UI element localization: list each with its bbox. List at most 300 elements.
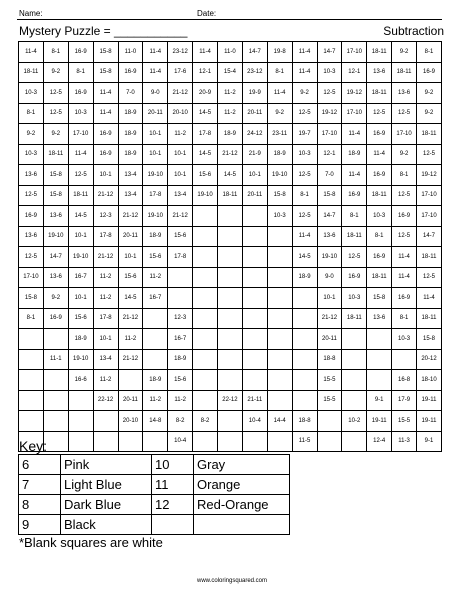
- grid-cell: [68, 431, 93, 452]
- grid-cell: 18-9: [292, 267, 317, 288]
- grid-cell: 18-11: [367, 83, 392, 104]
- grid-cell: [342, 370, 367, 391]
- grid-cell: 15-6: [143, 247, 168, 268]
- grid-cell: 11-2: [218, 83, 243, 104]
- grid-row: [19, 206, 442, 227]
- grid-cell: 18-11: [342, 308, 367, 329]
- grid-cell: 15-5: [317, 370, 342, 391]
- grid-cell: 9-2: [392, 144, 417, 165]
- key-row: [19, 495, 290, 515]
- grid-cell: 15-8: [317, 185, 342, 206]
- color-key: [18, 454, 290, 535]
- grid-cell: 12-5: [317, 83, 342, 104]
- grid-cell: 10-4: [168, 431, 193, 452]
- grid-cell: [267, 390, 292, 411]
- grid-cell: 15-6: [68, 308, 93, 329]
- grid-cell: 17-9: [392, 390, 417, 411]
- grid-cell: 12-5: [417, 144, 442, 165]
- grid-cell: [193, 390, 218, 411]
- grid-cell: 11-2: [118, 329, 143, 350]
- grid-cell: 18-11: [392, 62, 417, 83]
- grid-cell: 12-5: [417, 267, 442, 288]
- grid-row: [19, 144, 442, 165]
- grid-cell: [292, 370, 317, 391]
- grid-cell: 11-2: [93, 370, 118, 391]
- grid-cell: 10-3: [19, 144, 44, 165]
- grid-cell: [267, 370, 292, 391]
- grid-cell: 23-12: [242, 62, 267, 83]
- grid-cell: 11-4: [292, 226, 317, 247]
- grid-cell: [317, 411, 342, 432]
- grid-cell: 11-4: [292, 42, 317, 63]
- grid-cell: 21-12: [118, 206, 143, 227]
- grid-cell: 9-2: [392, 42, 417, 63]
- grid-cell: [218, 431, 243, 452]
- grid-cell: [342, 349, 367, 370]
- grid-cell: 16-9: [68, 42, 93, 63]
- grid-cell: 10-3: [292, 144, 317, 165]
- grid-cell: 13-6: [43, 267, 68, 288]
- key-color: Dark Blue: [61, 495, 152, 515]
- grid-cell: 16-9: [367, 247, 392, 268]
- grid-cell: [218, 370, 243, 391]
- grid-cell: 18-9: [143, 370, 168, 391]
- name-date-rule: [17, 19, 442, 20]
- grid-cell: 18-11: [342, 226, 367, 247]
- grid-cell: 12-5: [19, 185, 44, 206]
- grid-cell: 14-5: [193, 144, 218, 165]
- grid-cell: [242, 267, 267, 288]
- grid-cell: 16-6: [68, 370, 93, 391]
- grid-cell: 21-12: [317, 308, 342, 329]
- grid-cell: [193, 431, 218, 452]
- grid-cell: 9-2: [267, 103, 292, 124]
- grid-cell: [43, 390, 68, 411]
- grid-cell: [193, 288, 218, 309]
- grid-cell: 14-7: [417, 226, 442, 247]
- grid-cell: 21-9: [242, 144, 267, 165]
- grid-cell: 11-2: [168, 390, 193, 411]
- grid-cell: 8-1: [392, 308, 417, 329]
- grid-cell: [267, 329, 292, 350]
- grid-cell: 13-6: [367, 308, 392, 329]
- grid-cell: 19-10: [193, 185, 218, 206]
- grid-cell: 10-1: [68, 226, 93, 247]
- grid-cell: 19-11: [417, 390, 442, 411]
- grid-cell: 19-12: [417, 165, 442, 186]
- grid-cell: 19-7: [292, 124, 317, 145]
- grid-cell: [143, 349, 168, 370]
- grid-cell: 12-5: [292, 165, 317, 186]
- key-color: Pink: [61, 455, 152, 475]
- grid-cell: [292, 288, 317, 309]
- grid-cell: [267, 349, 292, 370]
- grid-cell: 16-7: [68, 267, 93, 288]
- grid-row: [19, 62, 442, 83]
- key-color: Orange: [194, 475, 290, 495]
- grid-cell: 21-12: [118, 308, 143, 329]
- grid-cell: 8-1: [292, 185, 317, 206]
- grid-cell: 15-6: [168, 226, 193, 247]
- grid-cell: 14-5: [118, 288, 143, 309]
- grid-cell: 17-8: [168, 247, 193, 268]
- grid-cell: 18-11: [367, 42, 392, 63]
- grid-cell: 11-4: [93, 103, 118, 124]
- grid-cell: 10-1: [168, 144, 193, 165]
- grid-row: [19, 288, 442, 309]
- grid-cell: 13-6: [392, 83, 417, 104]
- grid-cell: 12-5: [43, 103, 68, 124]
- grid-cell: 10-3: [19, 83, 44, 104]
- grid-cell: 13-4: [168, 185, 193, 206]
- grid-cell: 16-9: [93, 124, 118, 145]
- grid-cell: 14-8: [143, 411, 168, 432]
- grid-cell: 20-11: [242, 185, 267, 206]
- grid-cell: 17-8: [143, 185, 168, 206]
- grid-cell: 12-3: [168, 308, 193, 329]
- grid-cell: 15-8: [367, 288, 392, 309]
- grid-cell: 16-8: [392, 370, 417, 391]
- grid-cell: [218, 411, 243, 432]
- grid-cell: [242, 308, 267, 329]
- grid-cell: 11-4: [93, 83, 118, 104]
- key-number: 6: [19, 455, 61, 475]
- grid-cell: 20-10: [168, 103, 193, 124]
- grid-cell: 16-9: [43, 308, 68, 329]
- key-row: [19, 515, 290, 535]
- key-number: 12: [152, 495, 194, 515]
- grid-cell: 14-5: [68, 206, 93, 227]
- grid-cell: 17-8: [93, 226, 118, 247]
- puzzle-subject: Subtraction: [383, 24, 444, 38]
- grid-cell: 15-8: [19, 288, 44, 309]
- grid-cell: 18-11: [43, 144, 68, 165]
- grid-cell: 18-9: [118, 144, 143, 165]
- grid-cell: [193, 247, 218, 268]
- grid-cell: 10-4: [242, 411, 267, 432]
- grid-cell: 13-6: [317, 226, 342, 247]
- grid-cell: 10-3: [342, 288, 367, 309]
- grid-cell: 8-1: [19, 308, 44, 329]
- grid-cell: 8-1: [267, 62, 292, 83]
- grid-cell: 18-9: [118, 124, 143, 145]
- grid-cell: 10-1: [168, 165, 193, 186]
- grid-cell: 13-6: [19, 165, 44, 186]
- grid-cell: [218, 329, 243, 350]
- grid-cell: 21-12: [118, 349, 143, 370]
- grid-cell: 11-0: [118, 42, 143, 63]
- grid-cell: 8-1: [417, 42, 442, 63]
- grid-row: [19, 124, 442, 145]
- grid-cell: 12-3: [93, 206, 118, 227]
- grid-cell: 12-5: [367, 103, 392, 124]
- grid-cell: 23-12: [168, 42, 193, 63]
- key-row: [19, 475, 290, 495]
- grid-cell: 20-10: [118, 411, 143, 432]
- puzzle-grid: [18, 41, 442, 452]
- grid-cell: [267, 247, 292, 268]
- grid-cell: 19-8: [267, 42, 292, 63]
- grid-cell: 13-4: [118, 165, 143, 186]
- grid-cell: 16-9: [367, 124, 392, 145]
- grid-cell: 15-5: [392, 411, 417, 432]
- grid-cell: 18-11: [367, 185, 392, 206]
- grid-cell: 14-4: [267, 411, 292, 432]
- grid-cell: 19-11: [417, 411, 442, 432]
- key-number: 10: [152, 455, 194, 475]
- grid-row: [19, 308, 442, 329]
- grid-cell: 9-2: [43, 288, 68, 309]
- grid-cell: [342, 329, 367, 350]
- grid-cell: 18-9: [143, 226, 168, 247]
- grid-cell: 19-10: [317, 247, 342, 268]
- grid-cell: [193, 349, 218, 370]
- grid-row: [19, 42, 442, 63]
- grid-cell: 12-5: [392, 103, 417, 124]
- grid-cell: [93, 431, 118, 452]
- grid-cell: 18-11: [19, 62, 44, 83]
- grid-cell: 15-8: [43, 185, 68, 206]
- grid-row: [19, 431, 442, 452]
- grid-cell: 14-7: [43, 247, 68, 268]
- title-row: [19, 24, 444, 40]
- grid-cell: 12-5: [43, 83, 68, 104]
- grid-cell: 8-1: [342, 206, 367, 227]
- grid-cell: [168, 267, 193, 288]
- grid-cell: [292, 390, 317, 411]
- key-number: 11: [152, 475, 194, 495]
- name-label: Name:: [19, 9, 43, 18]
- grid-cell: 17-10: [342, 42, 367, 63]
- grid-cell: 18-9: [118, 103, 143, 124]
- grid-cell: 17-10: [68, 124, 93, 145]
- grid-cell: 14-5: [292, 247, 317, 268]
- footer-url: www.coloringsquared.com: [196, 578, 268, 584]
- grid-cell: 12-4: [367, 431, 392, 452]
- grid-cell: [367, 349, 392, 370]
- grid-cell: 18-10: [417, 370, 442, 391]
- grid-cell: 20-11: [317, 329, 342, 350]
- grid-cell: 14-5: [218, 165, 243, 186]
- grid-cell: 19-12: [342, 83, 367, 104]
- grid-cell: 19-10: [68, 349, 93, 370]
- grid-cell: [168, 288, 193, 309]
- blank-note: *Blank squares are white: [19, 535, 163, 550]
- grid-cell: 8-1: [19, 103, 44, 124]
- grid-cell: [19, 390, 44, 411]
- grid-cell: 21-12: [93, 247, 118, 268]
- grid-cell: 17-8: [93, 308, 118, 329]
- grid-cell: 21-11: [242, 390, 267, 411]
- grid-cell: 16-9: [367, 165, 392, 186]
- grid-cell: 10-1: [118, 247, 143, 268]
- key-number: 7: [19, 475, 61, 495]
- grid-cell: [242, 370, 267, 391]
- grid-cell: [242, 206, 267, 227]
- grid-cell: [242, 288, 267, 309]
- grid-cell: 11-4: [68, 144, 93, 165]
- grid-cell: 16-7: [168, 329, 193, 350]
- grid-cell: 8-2: [168, 411, 193, 432]
- grid-cell: 16-9: [392, 206, 417, 227]
- key-number: [152, 515, 194, 535]
- grid-cell: [218, 247, 243, 268]
- grid-cell: [193, 267, 218, 288]
- name-date-line: [17, 8, 442, 20]
- key-number: 9: [19, 515, 61, 535]
- grid-cell: 12-1: [193, 62, 218, 83]
- grid-row: [19, 329, 442, 350]
- grid-cell: 17-10: [317, 124, 342, 145]
- key-color: Red-Orange: [194, 495, 290, 515]
- grid-cell: [342, 390, 367, 411]
- grid-cell: 12-1: [342, 62, 367, 83]
- grid-cell: 16-7: [143, 288, 168, 309]
- grid-cell: [193, 206, 218, 227]
- grid-cell: 11-4: [342, 124, 367, 145]
- grid-cell: 20-11: [143, 103, 168, 124]
- grid-cell: 8-1: [392, 165, 417, 186]
- grid-row: [19, 370, 442, 391]
- grid-cell: 11-2: [218, 103, 243, 124]
- grid-cell: 11-1: [43, 349, 68, 370]
- grid-row: [19, 247, 442, 268]
- grid-cell: 19-9: [242, 83, 267, 104]
- grid-cell: 10-3: [367, 206, 392, 227]
- grid-cell: 10-3: [68, 103, 93, 124]
- grid-cell: 10-1: [93, 165, 118, 186]
- grid-cell: 10-3: [392, 329, 417, 350]
- grid-cell: 8-1: [367, 226, 392, 247]
- grid-cell: 19-12: [317, 103, 342, 124]
- grid-cell: 17-8: [193, 124, 218, 145]
- grid-cell: [367, 329, 392, 350]
- grid-cell: 15-8: [93, 42, 118, 63]
- grid-cell: [342, 431, 367, 452]
- grid-cell: 20-11: [118, 226, 143, 247]
- grid-cell: [218, 308, 243, 329]
- grid-cell: 11-4: [392, 267, 417, 288]
- grid-cell: 18-8: [317, 349, 342, 370]
- grid-cell: 14-5: [193, 103, 218, 124]
- grid-row: [19, 185, 442, 206]
- key-color: [194, 515, 290, 535]
- grid-cell: 15-8: [43, 165, 68, 186]
- grid-cell: 16-9: [342, 185, 367, 206]
- key-number: 8: [19, 495, 61, 515]
- grid-cell: [43, 431, 68, 452]
- grid-cell: [93, 411, 118, 432]
- grid-cell: 12-5: [292, 103, 317, 124]
- grid-cell: 12-5: [392, 185, 417, 206]
- grid-cell: 8-1: [68, 62, 93, 83]
- grid-cell: 15-5: [317, 390, 342, 411]
- grid-cell: [292, 349, 317, 370]
- grid-cell: [267, 308, 292, 329]
- grid-row: [19, 165, 442, 186]
- grid-cell: 14-7: [317, 42, 342, 63]
- grid-cell: 11-4: [267, 83, 292, 104]
- grid-cell: 8-2: [193, 411, 218, 432]
- grid-cell: 18-9: [68, 329, 93, 350]
- grid-cell: 17-10: [342, 103, 367, 124]
- grid-cell: [218, 226, 243, 247]
- grid-cell: 18-11: [417, 308, 442, 329]
- grid-cell: 11-3: [392, 431, 417, 452]
- grid-row: [19, 226, 442, 247]
- grid-cell: 17-10: [417, 185, 442, 206]
- grid-cell: [19, 329, 44, 350]
- key-row: [19, 455, 290, 475]
- grid-cell: 10-1: [143, 124, 168, 145]
- grid-cell: 20-9: [193, 83, 218, 104]
- grid-cell: [267, 288, 292, 309]
- grid-row: [19, 83, 442, 104]
- grid-cell: 12-5: [19, 247, 44, 268]
- grid-cell: 10-2: [342, 411, 367, 432]
- grid-cell: [193, 226, 218, 247]
- grid-cell: [218, 349, 243, 370]
- grid-cell: [118, 370, 143, 391]
- grid-cell: 15-4: [218, 62, 243, 83]
- grid-cell: 8-1: [43, 42, 68, 63]
- grid-cell: 9-0: [317, 267, 342, 288]
- grid-cell: 10-1: [143, 144, 168, 165]
- grid-cell: 16-9: [392, 288, 417, 309]
- grid-cell: 17-6: [168, 62, 193, 83]
- grid-cell: [193, 329, 218, 350]
- grid-cell: [292, 308, 317, 329]
- grid-cell: 15-6: [118, 267, 143, 288]
- grid-cell: 10-1: [317, 288, 342, 309]
- grid-cell: 11-4: [143, 42, 168, 63]
- grid-cell: 11-5: [292, 431, 317, 452]
- grid-cell: 21-12: [168, 206, 193, 227]
- grid-cell: 9-2: [43, 62, 68, 83]
- grid-cell: 17-10: [417, 206, 442, 227]
- grid-cell: 21-12: [93, 185, 118, 206]
- grid-cell: 16-9: [342, 267, 367, 288]
- key-color: Black: [61, 515, 152, 535]
- grid-cell: 11-4: [19, 42, 44, 63]
- grid-cell: [68, 411, 93, 432]
- grid-cell: [43, 329, 68, 350]
- grid-cell: 11-4: [342, 165, 367, 186]
- grid-cell: [43, 411, 68, 432]
- grid-cell: 20-11: [118, 390, 143, 411]
- grid-cell: 11-4: [392, 247, 417, 268]
- grid-cell: 10-1: [68, 288, 93, 309]
- grid-cell: [193, 308, 218, 329]
- grid-cell: 11-2: [143, 390, 168, 411]
- grid-cell: [267, 267, 292, 288]
- grid-cell: [292, 329, 317, 350]
- grid-cell: [367, 370, 392, 391]
- key-color: Light Blue: [61, 475, 152, 495]
- grid-cell: 9-2: [417, 83, 442, 104]
- grid-cell: 11-4: [367, 144, 392, 165]
- grid-cell: 16-9: [68, 83, 93, 104]
- grid-cell: 9-2: [19, 124, 44, 145]
- grid-cell: 17-10: [392, 124, 417, 145]
- grid-row: [19, 390, 442, 411]
- key-title: Key:: [19, 438, 48, 454]
- grid-cell: 12-1: [317, 144, 342, 165]
- grid-cell: 18-9: [168, 349, 193, 370]
- grid-cell: 12-5: [392, 226, 417, 247]
- grid-cell: [68, 390, 93, 411]
- grid-cell: 18-11: [68, 185, 93, 206]
